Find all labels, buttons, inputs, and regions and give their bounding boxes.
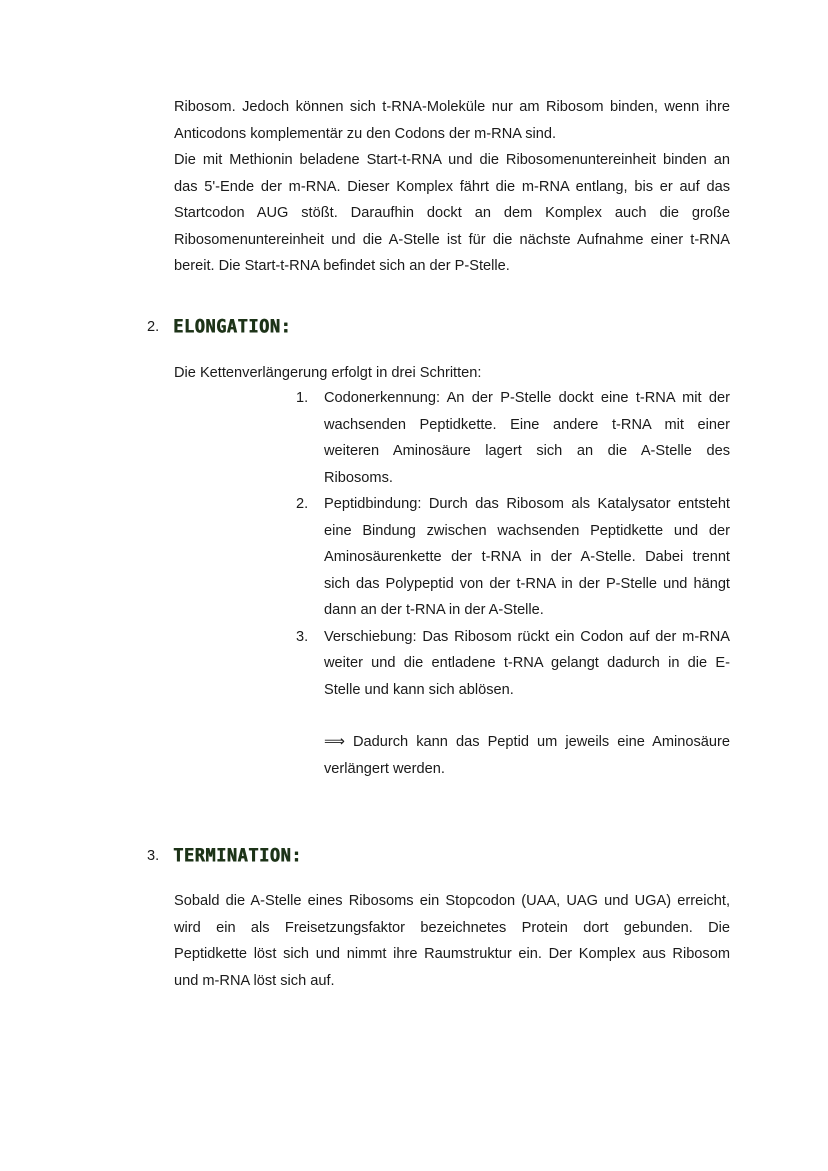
text-line: wird ein als Freisetzungsfaktor bezeichnetes Protein dort gebunden. Die bbox=[174, 919, 730, 936]
section-number: 3. bbox=[147, 848, 160, 864]
text-line: Peptidkette löst sich und nimmt ihre Raumstruktur ein. Der Komplex aus Ribosom bbox=[174, 946, 730, 962]
text-line: Ribosomenuntereinheit und die A-Stelle ist für die nächste Aufnahme einer t-RNA bbox=[174, 231, 730, 248]
text-line: Die Kettenverlängerung erfolgt in drei Schritten: bbox=[174, 365, 482, 381]
text-line: Ribosom. Jedoch können sich t-RNA-Moleküle nur am Ribosom binden, wenn ihre bbox=[174, 99, 730, 115]
text-line: Stelle und kann sich ablösen. bbox=[324, 681, 514, 698]
text-line: weiter und die entladene t-RNA gelangt dadurch in die E- bbox=[324, 655, 730, 671]
text-line: Verschiebung: Das Ribosom rückt ein Codon auf der m-RNA bbox=[324, 628, 730, 645]
text-line: eine Bindung zwischen wachsenden Peptidkette und der bbox=[324, 522, 730, 539]
text-line: dann an der t-RNA in der A-Stelle. bbox=[324, 602, 544, 618]
list-number: 2. bbox=[296, 496, 309, 512]
text-line: Peptidbindung: Durch das Ribosom als Katalysator entsteht bbox=[324, 496, 730, 512]
text-line: verlängert werden. bbox=[324, 760, 445, 777]
text-line: wachsenden Peptidkette. Eine andere t-RNA mit einer bbox=[324, 416, 730, 433]
text-line: bereit. Die Start-t-RNA befindet sich an der P-Stelle. bbox=[174, 258, 510, 274]
text-line: Sobald die A-Stelle eines Ribosoms ein Stopcodon (UAA, UAG und UGA) erreicht, bbox=[174, 893, 730, 909]
text-line: Startcodon AUG stößt. Daraufhin dockt an dem Komplex auch die große bbox=[174, 205, 730, 221]
text-line: Die mit Methionin beladene Start-t-RNA und die Ribosomenuntereinheit binden an bbox=[174, 152, 730, 168]
section-title: TERMINATION: bbox=[173, 844, 302, 868]
termination-paragraph bbox=[174, 888, 730, 994]
text-line: und m-RNA löst sich auf. bbox=[174, 972, 335, 989]
text-line: Aminosäurenkette der t-RNA in der A-Stelle. Dabei trennt bbox=[324, 549, 730, 565]
text-line: weiteren Aminosäure lagert sich an die A-Stelle des bbox=[324, 443, 730, 459]
list-item bbox=[296, 624, 730, 704]
text-line: ⟹ Dadurch kann das Peptid um jeweils eine Aminosäure bbox=[324, 734, 730, 750]
section-title: ELONGATION: bbox=[173, 315, 292, 339]
termination-heading bbox=[147, 841, 302, 871]
elongation-result bbox=[324, 729, 730, 782]
intro-paragraph bbox=[174, 94, 730, 280]
list-item bbox=[296, 385, 730, 491]
list-number: 3. bbox=[296, 628, 309, 645]
list-item bbox=[296, 491, 730, 624]
elongation-intro bbox=[174, 360, 730, 387]
text-line: Anticodons komplementär zu den Codons der m-RNA sind. bbox=[174, 125, 557, 142]
section-number: 2. bbox=[147, 319, 160, 335]
text-line: das 5'-Ende der m-RNA. Dieser Komplex fährt die m-RNA entlang, bis er auf das bbox=[174, 178, 730, 195]
elongation-heading bbox=[147, 312, 291, 342]
text-line: sich das Polypeptid von der t-RNA in der P-Stelle und hängt bbox=[324, 575, 730, 592]
list-number: 1. bbox=[296, 390, 309, 406]
text-line: Ribosoms. bbox=[324, 469, 393, 486]
text-line: Codonerkennung: An der P-Stelle dockt eine t-RNA mit der bbox=[324, 390, 730, 406]
elongation-steps-list bbox=[296, 385, 730, 703]
